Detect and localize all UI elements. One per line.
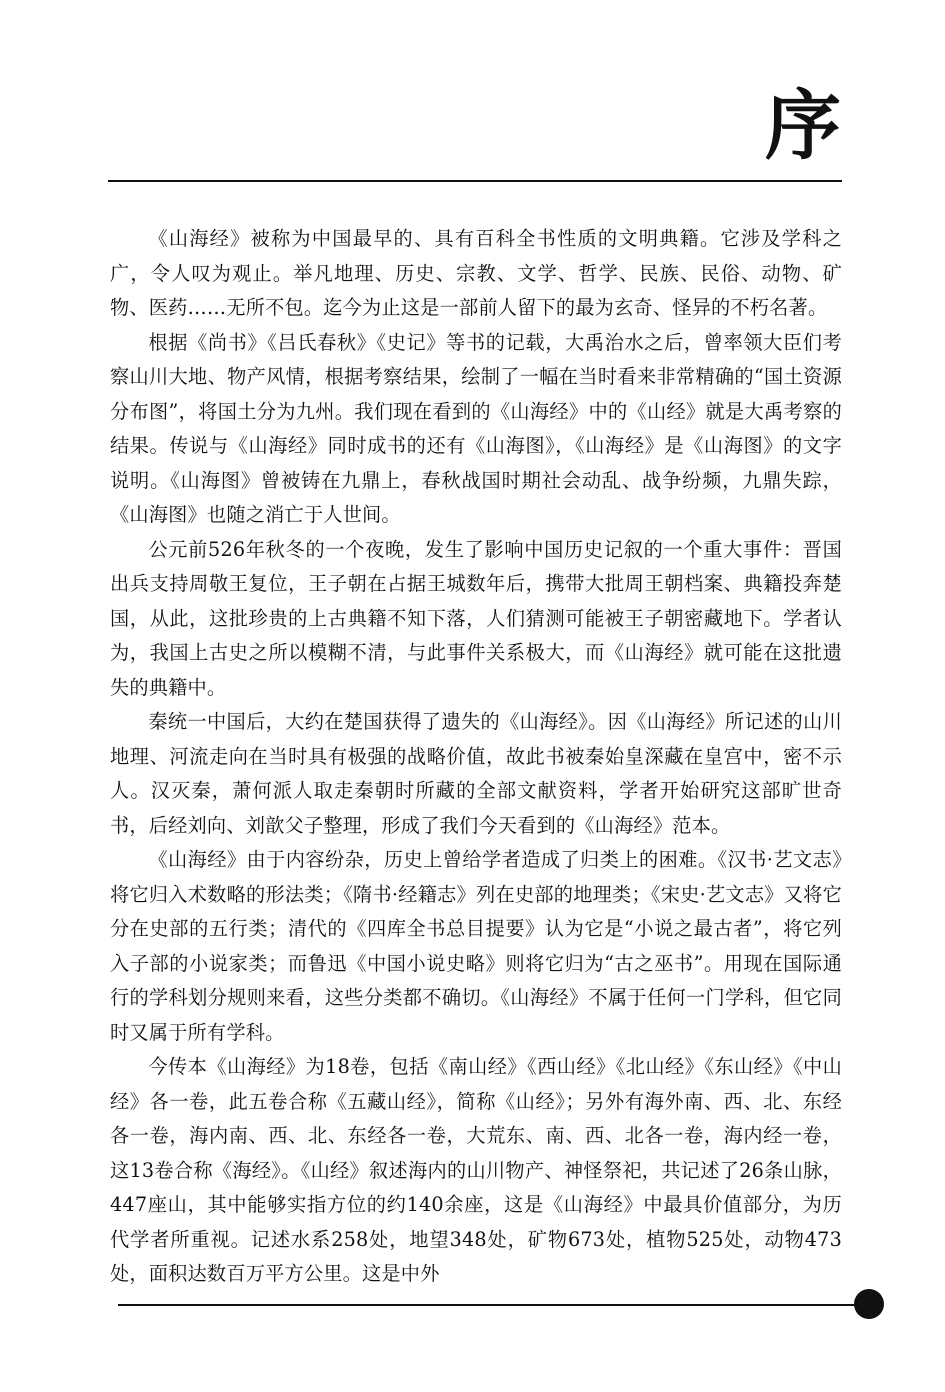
page-title: 序	[765, 81, 841, 170]
paragraph-3: 公元前526年秋冬的一个夜晚，发生了影响中国历史记叙的一个重大事件：晋国出兵支持周敬王复位，王子朝在占据王城数年后，携带大批周王朝档案、典籍投奔楚国，从此，这批珍贵的上古典籍不知下落，人们猜测可能被王子朝密藏地下。学者认为，我国上古史之所以模糊不清，与此事件关系极大，而《山海经》就可能在这批遗失的典籍中。	[110, 537, 842, 699]
paragraph-5: 《山海经》由于内容纷杂，历史上曾给学者造成了归类上的困难。《汉书·艺文志》将它归入术数略的形法类；《隋书·经籍志》列在史部的地理类；《宋史·艺文志》又将它分在史部的五行类；清代的《四库全书总目提要》认为它是“小说之最古者”，将它列入子部的小说家类；而鲁迅《中国小说史略》则将它归为“古之巫书”。用现在国际通行的学科划分规则来看，这些分类都不确切。《山海经》不属于任何一门学科，但它同时又属于所有学科。	[110, 848, 842, 1044]
paragraph-4: 秦统一中国后，大约在楚国获得了遗失的《山海经》。因《山海经》所记述的山川地理、河流走向在当时具有极强的战略价值，故此书被秦始皇深藏在皇宫中，密不示人。汉灭秦，萧何派人取走秦朝时所藏的全部文献资料，学者开始研究这部旷世奇书，后经刘向、刘歆父子整理，形成了我们今天看到的《山海经》范本。	[110, 710, 842, 837]
title-divider	[108, 180, 842, 182]
body-text	[110, 222, 842, 1285]
paragraph-2: 根据《尚书》《吕氏春秋》《史记》等书的记载，大禹治水之后，曾率领大臣们考察山川大地、物产风情，根据考察结果，绘制了一幅在当时看来非常精确的“国土资源分布图”，将国土分为九州。我们现在看到的《山海经》中的《山经》就是大禹考察的结果。传说与《山海经》同时成书的还有《山海图》，《山海经》是《山海图》的文字说明。《山海图》曾被铸在九鼎上，春秋战国时期社会动乱、战争纷频，九鼎失踪，《山海图》也随之消亡于人世间。	[110, 330, 842, 526]
paragraph-1: 《山海经》被称为中国最早的、具有百科全书性质的文明典籍。它涉及学科之广，令人叹为观止。举凡地理、历史、宗教、文学、哲学、民族、民俗、动物、矿物、医药……无所不包。迄今为止这是一部前人留下的最为玄奇、怪异的不朽名著。	[110, 227, 842, 319]
footer-dot-ornament	[854, 1289, 884, 1319]
paragraph-6: 今传本《山海经》为18卷，包括《南山经》《西山经》《北山经》《东山经》《中山经》各一卷，此五卷合称《五藏山经》，简称《山经》；另外有海外南、西、北、东经各一卷，海内南、西、北、东经各一卷，大荒东、南、西、北各一卷，海内经一卷，这13卷合称《海经》。《山经》叙述海内的山川物产、神怪祭祀，共记述了26条山脉，447座山，其中能够实指方位的约140余座，这是《山海经》中最具价值部分，为历代学者所重视。记述水系258处，地望348处，矿物673处，植物525处，动物473处，面积达数百万平方公里。这是中外	[110, 1055, 842, 1285]
footer-divider	[118, 1304, 858, 1306]
